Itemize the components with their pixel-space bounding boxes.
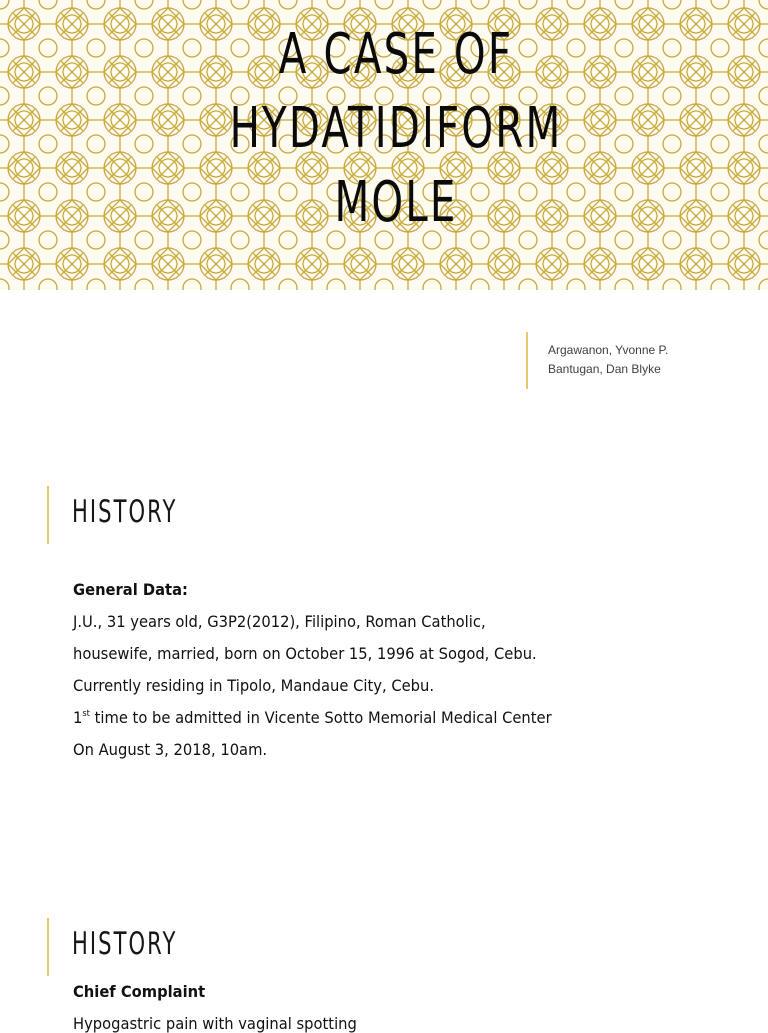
- chief-complaint-line-1: Hypogastric pain with vaginal spotting: [73, 1014, 357, 1033]
- title-banner: [0, 0, 768, 290]
- title-line-2: HYDATIDIFORM: [229, 96, 563, 161]
- history-accent-rule-1: [47, 486, 49, 544]
- history-heading-2: HISTORY: [72, 926, 178, 962]
- history-accent-rule-2: [47, 918, 49, 976]
- ordinal-suffix: st: [82, 709, 90, 719]
- general-data-label: General Data:: [73, 580, 188, 599]
- chief-complaint-label: Chief Complaint: [73, 982, 206, 1001]
- title-line-1: A CASE OF: [278, 22, 514, 87]
- presentation-title: [0, 18, 768, 240]
- general-data-line-5: On August 3, 2018, 10am.: [73, 740, 268, 759]
- admission-text: time to be admitted in Vicente Sotto Memorial Medical Center: [89, 708, 552, 727]
- general-data-line-1: J.U., 31 years old, G3P2(2012), Filipino, Roman Catholic,: [73, 612, 486, 631]
- history-heading-1: HISTORY: [72, 494, 178, 530]
- author-2: Bantugan, Dan Blyke: [548, 362, 661, 376]
- ordinal-number: 1: [73, 708, 83, 727]
- general-data-line-2: housewife, married, born on October 15, 1996 at Sogod, Cebu.: [73, 644, 537, 663]
- title-line-3: MOLE: [334, 170, 458, 235]
- author-1: Argawanon, Yvonne P.: [548, 343, 669, 357]
- general-data-line-3: Currently residing in Tipolo, Mandaue City, Cebu.: [73, 676, 434, 695]
- authors-accent-rule: [526, 332, 528, 389]
- general-data-line-4: [73, 708, 552, 727]
